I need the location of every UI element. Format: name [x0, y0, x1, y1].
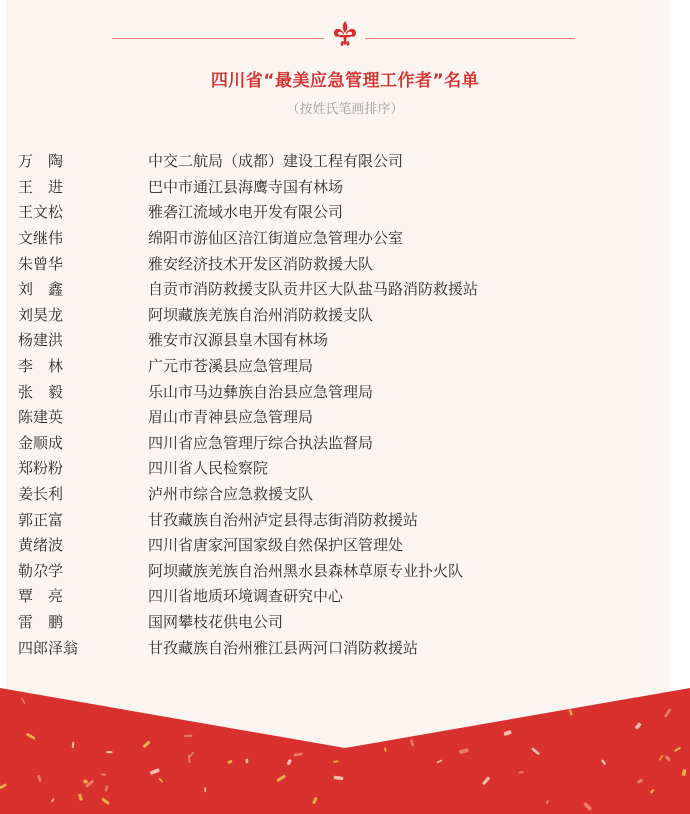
honoree-name: 王文松: [18, 203, 64, 222]
honoree-name: 覃 亮: [18, 587, 64, 606]
confetti-piece: [106, 751, 112, 753]
honoree-organization: 中交二航局（成都）建设工程有限公司: [148, 152, 404, 171]
list-item: [18, 276, 638, 302]
honoree-list: [18, 148, 638, 660]
honoree-organization: 雅安市汉源县皇木国有林场: [148, 331, 329, 350]
list-item: [18, 250, 638, 276]
honoree-organization: 巴中市通江县海鹰寺国有林场: [148, 177, 344, 196]
list-item: [18, 353, 638, 379]
list-item: [18, 506, 638, 532]
list-item: [18, 327, 638, 353]
confetti-piece: [184, 735, 192, 737]
list-item: [18, 558, 638, 584]
footer-red-shape: [0, 688, 690, 814]
honoree-name: 杨建洪: [18, 331, 64, 350]
honoree-organization: 甘孜藏族自治州雅江县两河口消防救援站: [148, 638, 419, 657]
list-item: [18, 225, 638, 251]
honoree-name: 文继伟: [18, 229, 64, 248]
header-divider-right: [365, 38, 575, 39]
confetti-piece: [204, 787, 206, 792]
honoree-name: 姜长利: [18, 485, 64, 504]
honoree-organization: 绵阳市游仙区涪江街道应急管理办公室: [148, 229, 404, 248]
header-divider-left: [112, 38, 324, 39]
confetti-piece: [246, 759, 249, 764]
honoree-name: 王 进: [18, 177, 64, 196]
honoree-name: 万 陶: [18, 152, 64, 171]
list-item: [18, 481, 638, 507]
list-item: [18, 532, 638, 558]
page-subtitle: （按姓氏笔画排序）: [286, 102, 404, 117]
list-item: [18, 583, 638, 609]
honoree-organization: 国网攀枝花供电公司: [148, 612, 284, 631]
page-title: 四川省“最美应急管理工作者”名单: [210, 71, 480, 91]
honoree-name: 刘昊龙: [18, 305, 64, 324]
honoree-organization: 眉山市青神县应急管理局: [148, 408, 314, 427]
honoree-organization: 四川省唐家河国家级自然保护区管理处: [148, 536, 404, 555]
honoree-name: 张 毅: [18, 382, 64, 401]
confetti-piece: [83, 779, 88, 783]
honoree-name: 金顺成: [18, 433, 64, 452]
list-item: [18, 430, 638, 456]
honoree-organization: 雅砻江流域水电开发有限公司: [148, 203, 344, 222]
honoree-organization: 泸州市综合应急救援支队: [148, 485, 314, 504]
honoree-name: 刘 鑫: [18, 280, 64, 299]
honoree-name: 勒尕学: [18, 561, 64, 580]
honoree-name: 郭正富: [18, 510, 64, 529]
list-item: [18, 404, 638, 430]
list-item: [18, 634, 638, 660]
honoree-organization: 四川省人民检察院: [148, 459, 269, 478]
honoree-organization: 阿坝藏族羌族自治州黑水县森林草原专业扑火队: [148, 561, 464, 580]
list-item: [18, 174, 638, 200]
honoree-name: 雷 鹏: [18, 612, 64, 631]
honoree-name: 陈建英: [18, 408, 64, 427]
honoree-name: 郑粉粉: [18, 459, 64, 478]
honoree-organization: 自贡市消防救援支队贡井区大队盐马路消防救援站: [148, 280, 479, 299]
list-item: [18, 148, 638, 174]
list-item: [18, 199, 638, 225]
footer-banner: [0, 686, 690, 814]
list-item: [18, 609, 638, 635]
honoree-organization: 甘孜藏族自治州泸定县得志街消防救援站: [148, 510, 419, 529]
honoree-organization: 四川省应急管理厅综合执法监督局: [148, 433, 374, 452]
honoree-organization: 阿坝藏族羌族自治州消防救援支队: [148, 305, 374, 324]
honoree-name: 黄绪波: [18, 536, 64, 555]
list-item: [18, 455, 638, 481]
honoree-organization: 乐山市马边彝族自治县应急管理局: [148, 382, 374, 401]
fleur-de-lis-icon: [329, 18, 361, 50]
honoree-organization: 雅安经济技术开发区消防救援大队: [148, 254, 374, 273]
list-item: [18, 378, 638, 404]
honoree-name: 朱曾华: [18, 254, 64, 273]
honoree-organization: 四川省地质环境调查研究中心: [148, 587, 344, 606]
honoree-name: 四郎泽翁: [18, 638, 79, 657]
honoree-organization: 广元市苍溪县应急管理局: [148, 357, 314, 376]
list-item: [18, 302, 638, 328]
honoree-name: 李 林: [18, 357, 64, 376]
